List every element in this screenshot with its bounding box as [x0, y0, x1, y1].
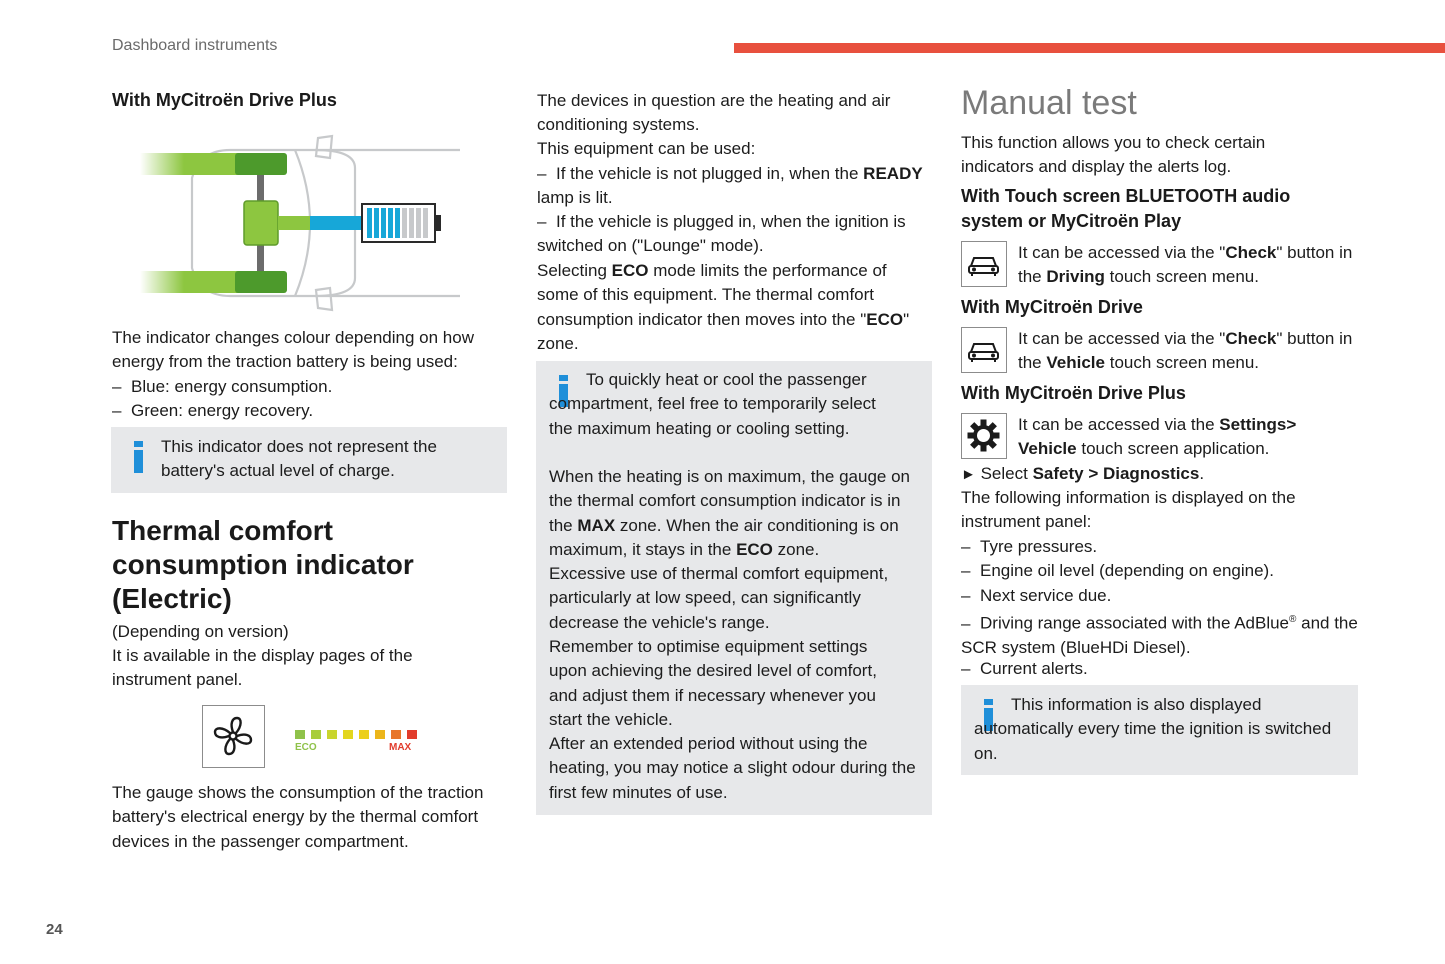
p3-quote: ": [860, 309, 867, 329]
car-icon: [962, 328, 1005, 371]
list-alerts: – Current alerts.: [961, 659, 1088, 678]
car-icon: [962, 242, 1005, 285]
list-item-plugged: – If the vehicle is plugged in, when the ignition is switched on ("Lounge" mode).: [537, 212, 906, 256]
thermal-title-line3: (Electric): [112, 583, 232, 614]
availability-text: It is available in the display pages of the instrument panel.: [112, 646, 413, 690]
devices-paragraph: The devices in question are the heating and air conditioning systems.: [537, 91, 891, 135]
gauge-segment: [375, 730, 385, 739]
energy-flow-diagram: [140, 128, 475, 318]
touch-screen-access: [1018, 241, 1363, 290]
note-heating-p4: Remember to optimise equipment settings upon achieving the desired level of comfort, and adjust them if necessary whenever you start the vehicle.: [549, 637, 877, 729]
select-a: Select: [980, 464, 1028, 483]
s1-e: touch screen menu.: [1109, 267, 1259, 287]
s2-a: It can be accessed via the ": [1018, 329, 1226, 348]
depending-on-version: (Depending on version): [112, 622, 289, 641]
ready-bold: READY: [863, 164, 923, 183]
gauge-segment: [327, 730, 337, 739]
select-diagnostics: [961, 462, 1351, 487]
page-number: 24: [46, 921, 63, 938]
note-heating-p5: After an extended period without using the heating, you may notice a slight odour during the first few minutes of use.: [549, 734, 916, 802]
list-service-text: Next service due.: [980, 586, 1112, 605]
p3-c: " zone.: [537, 309, 910, 353]
gauge-description: The gauge shows the consumption of the traction battery's electrical energy by the thermal comfort devices in the passenger compartment.: [112, 783, 484, 851]
s1-driving: Driving: [1046, 267, 1105, 287]
note-p2-a: When the heating is on maximum, the gauge on the thermal comfort consumption indicator is in the: [549, 467, 910, 535]
eco-mode-paragraph: [537, 259, 932, 356]
drive-subhead: With MyCitroën Drive: [961, 297, 1143, 317]
list-service: – Next service due.: [961, 586, 1112, 605]
s2-vehicle: Vehicle: [1046, 353, 1105, 373]
select-c: .: [1199, 464, 1205, 483]
s1-a: It can be accessed via the ": [1018, 243, 1226, 262]
drive-plus-subhead-2: With MyCitroën Drive Plus: [961, 383, 1186, 403]
note-box-heating: [536, 361, 932, 815]
list-alerts-text: Current alerts.: [980, 659, 1088, 678]
equipment-used: This equipment can be used:: [537, 139, 756, 158]
list-adblue-b: and the SCR system (BlueHDi Diesel).: [961, 613, 1358, 657]
select-safety-diagnostics: Safety > Diagnostics: [1032, 464, 1200, 483]
s3-vehicle: Vehicle: [1018, 439, 1077, 459]
gear-icon: [962, 414, 1005, 457]
registered-mark: ®: [1289, 614, 1297, 625]
arrow-icon: ►: [961, 466, 976, 483]
list-oil: – Engine oil level (depending on engine).: [961, 561, 1274, 580]
list-item-blue-text: Blue: energy consumption.: [131, 377, 333, 396]
s1-c: " button in the: [1018, 243, 1353, 287]
touch-screen-subhead: With Touch screen BLUETOOTH audio system or MyCitroën Play: [961, 186, 1291, 231]
note-p1-text: To quickly heat or cool the passenger compartment, feel free to temporarily select the maximum heating or cooling setting.: [549, 370, 876, 438]
thermal-section-title: [112, 514, 507, 616]
s2-e: touch screen menu.: [1109, 353, 1260, 373]
item1-text: If the vehicle is not plugged in, when the: [556, 164, 859, 183]
fan-icon-box: [202, 705, 265, 768]
list-item-not-plugged: – If the vehicle is not plugged in, when the READY lamp is lit.: [537, 164, 923, 208]
note-box-ignition: [961, 685, 1358, 775]
p3-b: mode limits the performance of some of this equipment. The thermal comfort consumption indicator then moves into the: [537, 261, 887, 329]
settings-icon-box: [961, 413, 1007, 459]
note-p2-c: zone. When the air conditioning is on maximum, it stays in the: [549, 515, 899, 559]
indicator-intro: The indicator changes colour depending on how energy from the traction battery is being used:: [112, 328, 474, 372]
gauge-segment: [311, 730, 321, 739]
p3-a: Selecting: [537, 261, 607, 280]
note-ignition-text: [974, 693, 1346, 766]
list-item-green-text: Green: energy recovery.: [131, 401, 314, 420]
p3-eco-bold-2: ECO: [866, 309, 904, 329]
note-p2-d: zone.: [777, 539, 820, 559]
s3-a: It can be accessed via the: [1018, 415, 1215, 434]
list-adblue-a: Driving range associated with the AdBlue: [980, 613, 1290, 633]
note-heating-p3: Excessive use of thermal comfort equipment, particularly at low speed, can significantly decrease the vehicle's range.: [549, 564, 889, 632]
list-item-blue: – Blue: energy consumption.: [112, 377, 333, 396]
note-heating-p1: [549, 368, 921, 441]
s1-check: Check: [1225, 243, 1277, 262]
car-check-icon-box-2: [961, 327, 1007, 373]
list-adblue: – Driving range associated with the AdBlue® and the SCR system (BlueHDi Diesel).: [961, 613, 1358, 657]
gauge-segment: [391, 730, 401, 739]
item1-end: lamp is lit.: [537, 188, 613, 208]
gauge-segment: [407, 730, 417, 739]
list-tyre-text: Tyre pressures.: [980, 537, 1098, 556]
note-heating-p2: [549, 465, 921, 562]
fan-icon: [203, 706, 263, 766]
thermal-gauge: [295, 730, 417, 755]
note-ignition-span: This information is also displayed automatically every time the ignition is switched on.: [974, 695, 1332, 763]
info-icon: [133, 441, 144, 473]
s2-check: Check: [1225, 329, 1277, 348]
gauge-segment: [343, 730, 353, 739]
note-indicator-text: This indicator does not represent the battery's actual level of charge.: [161, 437, 437, 481]
manual-test-title: Manual test: [961, 84, 1137, 122]
header-accent-bar: [734, 43, 1445, 53]
note-p2-eco: ECO: [736, 539, 773, 559]
gauge-segment: [295, 730, 305, 739]
s3-settings: Settings>: [1219, 415, 1297, 434]
s3-d: touch screen application.: [1081, 439, 1270, 459]
gauge-segments: [295, 730, 417, 739]
gauge-segment: [359, 730, 369, 739]
gauge-eco-label: ECO: [295, 742, 317, 753]
drive-plus-subhead: With MyCitroën Drive Plus: [112, 90, 337, 110]
note-box-indicator: [111, 427, 507, 493]
thermal-title-line1: Thermal comfort: [112, 515, 333, 546]
section-title: Dashboard instruments: [112, 37, 278, 54]
gauge-max-label: MAX: [389, 742, 412, 753]
p3-eco-bold: ECO: [611, 261, 649, 280]
following-info: The following information is displayed on the instrument panel:: [961, 488, 1296, 532]
note-p2-max: MAX: [577, 515, 616, 535]
drive-plus-access: [1018, 413, 1363, 462]
thermal-title-line2: consumption indicator: [112, 549, 414, 580]
manual-test-intro: This function allows you to check certain indicators and display the alerts log.: [961, 133, 1266, 177]
list-item-green: – Green: energy recovery.: [112, 401, 314, 420]
s2-c: " button in the: [1018, 329, 1353, 373]
car-check-icon-box: [961, 241, 1007, 287]
list-tyre: – Tyre pressures.: [961, 537, 1098, 556]
item2-text: If the vehicle is plugged in, when the ignition is switched on ("Lounge" mode).: [537, 212, 906, 256]
list-oil-text: Engine oil level (depending on engine).: [980, 561, 1274, 580]
drive-access: [1018, 327, 1363, 376]
